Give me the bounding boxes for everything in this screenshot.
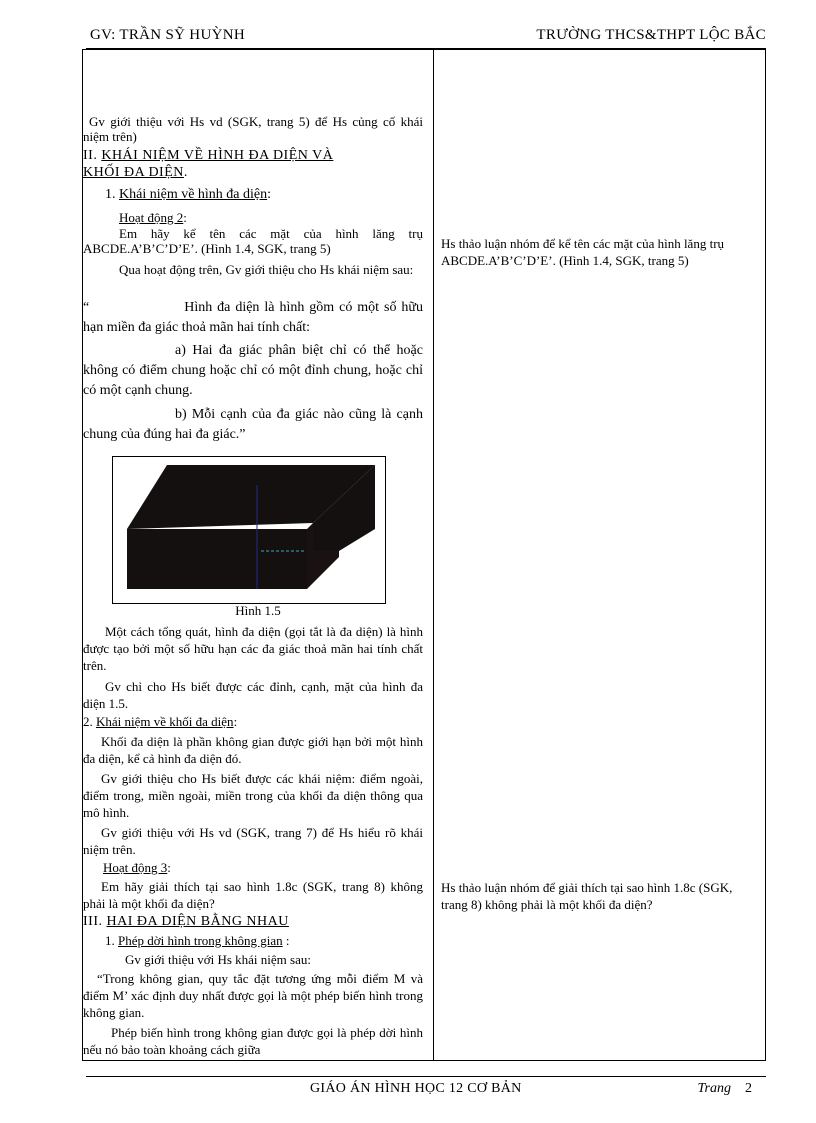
page-label: Trang: [697, 1081, 731, 1096]
paragraph-general-definition: Một cách tổng quát, hình đa diện (gọi tắt là đa diện) là hình được tạo bởi một số hữu hạn các đa giác thoả mãn hai tính chất trên.: [83, 624, 423, 673]
subsection-3-title: Phép dời hình trong không gian: [118, 933, 283, 948]
student-activity-column: [434, 50, 765, 1060]
subsection-1-title: Khái niệm về hình đa diện: [119, 187, 268, 202]
definition-property-a: a) Hai đa giác phân biệt chỉ có thể hoặc không có điểm chung hoặc chỉ có một đỉnh chung, hoặc chỉ có một cạnh chung.: [83, 343, 423, 398]
section-2-heading: II. KHÁI NIỆM VỀ HÌNH ĐA DIỆN VÀ KHỐI ĐA DIỆN.: [83, 148, 334, 180]
paragraph-concept-intro: Qua hoạt động trên, Gv giới thiệu cho Hs khái niệm sau:: [119, 262, 414, 277]
section-3-title: HAI ĐA DIỆN BẰNG NHAU: [106, 914, 289, 929]
page-footer: [86, 1076, 766, 1101]
paragraph-vertices-edges: Gv chỉ cho Hs biết được các đỉnh, cạnh, mặt của hình đa diện 1.5.: [83, 679, 423, 711]
definition-block: [83, 298, 423, 338]
student-response-activity-2: Hs thảo luận nhóm để kể tên các mặt của hình lăng trụ ABCDE.A’B’C’D’E’. (Hình 1.4, SGK, trang 5): [441, 236, 725, 268]
polyhedron-face-front: [127, 529, 307, 589]
section-3-heading: [83, 914, 423, 929]
teacher-name: GV: TRẦN SỸ HUỲNH: [90, 27, 245, 43]
activity-3-text: Em hãy giải thích tại sao hình 1.8c (SGK, trang 8) không phải là một khối đa diện?: [83, 879, 423, 911]
page-indicator: [698, 1081, 752, 1097]
activity-2-text: Em hãy kể tên các mặt của hình lăng trụ ABCDE.A’B’C’D’E’. (Hình 1.4, SGK, trang 5): [83, 226, 423, 256]
figure-caption: Hình 1.5: [235, 603, 281, 618]
figure-polyhedron: [112, 456, 386, 604]
school-name: TRƯỜNG THCS&THPT LỘC BẮC: [536, 27, 766, 43]
student-response-activity-3: Hs thảo luận nhóm để giải thích tại sao hình 1.8c (SGK, trang 8) không phải là một khối đa diện?: [441, 880, 733, 912]
subsection-1-heading: 1. Khái niệm về hình đa diện:: [105, 187, 272, 202]
paragraph-solid-definition: Khối đa diện là phần không gian được giới hạn bởi một hình đa diện, kể cả hình đa diện đó.: [83, 734, 423, 766]
definition-intro: Hình đa diện là hình gồm có một số hữu hạn miền đa giác thoả mãn hai tính chất:: [83, 300, 423, 335]
subsection-3-number: 1.: [105, 933, 115, 948]
activity-2-label: Hoạt động 2:: [119, 210, 187, 225]
activity-3-label: Hoạt động 3:: [103, 860, 171, 875]
subsection-2-title: Khái niệm về khối đa diện: [96, 714, 234, 729]
paragraph-isometry-definition: Phép biến hình trong không gian được gọi là phép dời hình nếu nó bảo toàn khoảng cách giữa: [83, 1025, 423, 1057]
lesson-table: [82, 49, 766, 1061]
opening-quote: “: [83, 300, 90, 315]
page-header: [86, 24, 766, 49]
footer-title: GIÁO ÁN HÌNH HỌC 12 CƠ BẢN: [310, 1081, 522, 1096]
paragraph-interior-exterior: Gv giới thiệu cho Hs biết được các khái niệm: điểm ngoài, điểm trong, miền ngoài, miền trong của khối đa diện thông qua mô hình.: [83, 771, 423, 820]
subsection-2-heading: 2. Khái niệm về khối đa diện:: [83, 714, 238, 729]
subsection-1-number: 1.: [105, 187, 116, 202]
page-number: 2: [745, 1081, 752, 1096]
paragraph-transformation-intro: Gv giới thiệu với Hs khái niệm sau:: [125, 952, 311, 967]
teacher-activity-column: [83, 50, 433, 1060]
paragraph-example-intro: Gv giới thiệu với Hs vd (SGK, trang 5) để Hs củng cố khái niệm trên): [83, 114, 423, 144]
subsection-3-heading: 1. Phép dời hình trong không gian :: [105, 933, 290, 948]
subsection-2-number: 2.: [83, 714, 93, 729]
polyhedron-drawing: [113, 457, 385, 603]
section-2-title-line1: KHÁI NIỆM VỀ HÌNH ĐA DIỆN VÀ: [101, 148, 334, 163]
definition-property-b: b) Mỗi cạnh của đa giác nào cũng là cạnh chung của đúng hai đa giác.”: [83, 407, 423, 442]
section-3-number: III.: [83, 914, 103, 929]
section-2-number: II.: [83, 148, 98, 163]
paragraph-transformation-definition: “Trong không gian, quy tắc đặt tương ứng mỗi điểm M và điểm M’ xác định duy nhất được gọi là một phép biến hình trong không gian.: [83, 971, 423, 1020]
section-2-title-line2: KHỐI ĐA DIỆN: [83, 165, 184, 180]
paragraph-example-7: Gv giới thiệu với Hs vd (SGK, trang 7) để Hs hiểu rõ khái niệm trên.: [83, 825, 423, 857]
